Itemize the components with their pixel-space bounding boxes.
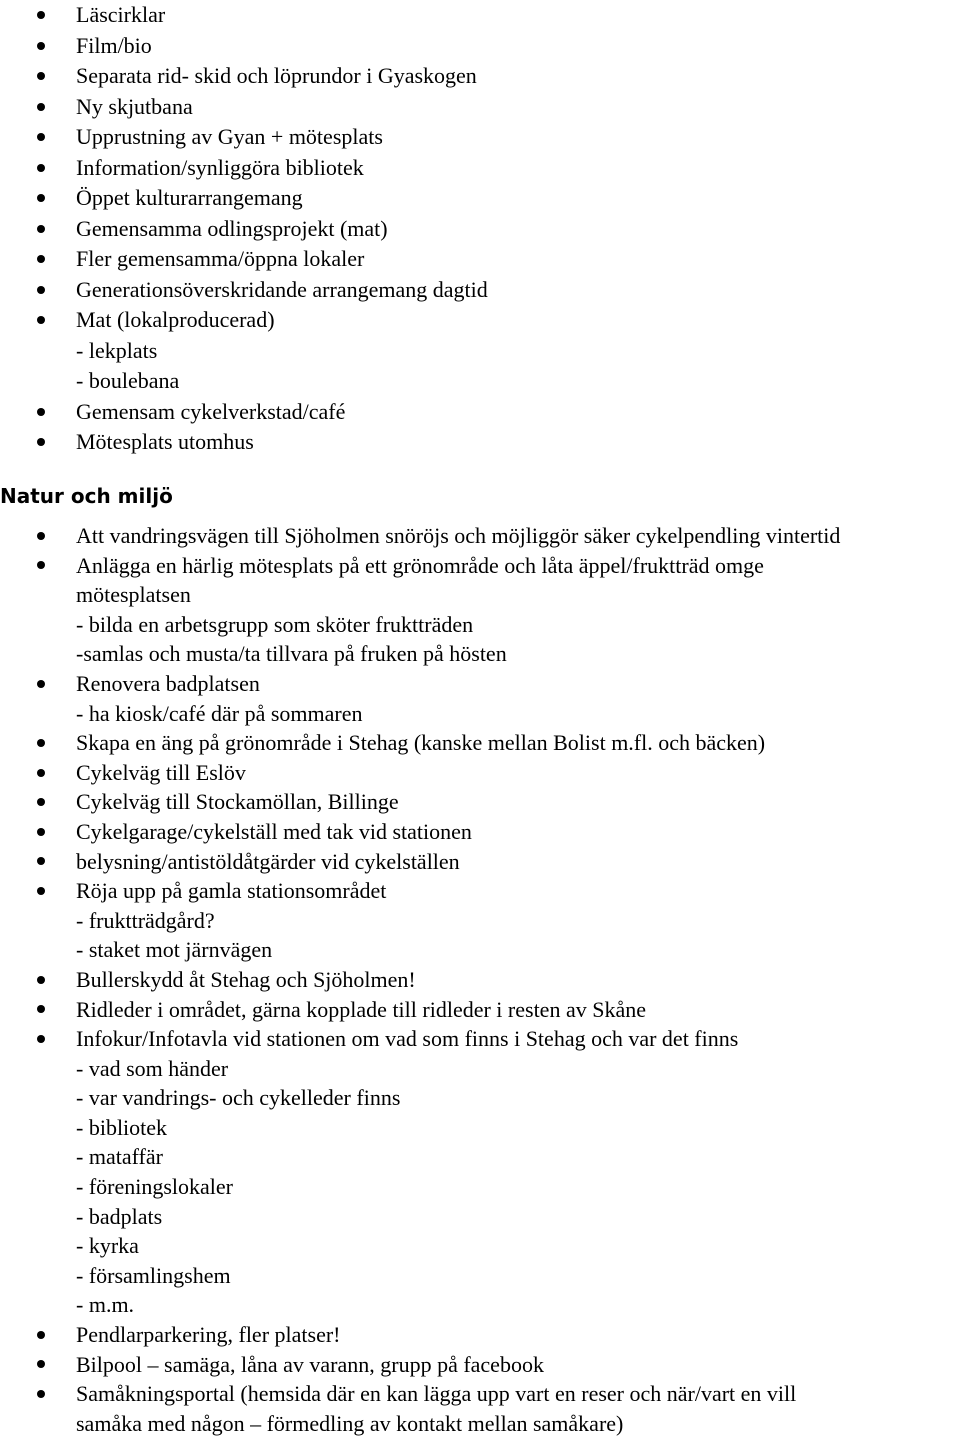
bullet-icon [37,103,45,111]
list-item [0,965,960,995]
item-subline: - mataffär [76,1144,163,1170]
item-subline: - ha kiosk/café där på sommaren [76,700,363,726]
list-item [0,817,960,847]
list-item [0,995,960,1025]
bullet-icon [37,286,45,294]
item-subline: - vad som händer [76,1055,229,1081]
item-text: Bilpool – samäga, låna av varann, grupp på facebook [76,1351,544,1377]
bullet-icon [37,1390,45,1398]
list-item [0,31,960,62]
bullet-icon [37,561,45,569]
list-item [0,244,960,275]
bullet-icon [37,225,45,233]
item-text: Gemensam cykelverkstad/café [76,398,346,424]
bullet-icon [37,11,45,19]
item-text: Röja upp på gamla stationsområdet [76,878,387,904]
item-text: Generationsöverskridande arrangemang dagtid [76,276,488,302]
list-item [0,0,960,31]
bullet-icon [37,255,45,263]
item-subline: -samlas och musta/ta tillvara på fruken på hösten [76,641,507,667]
list-item [0,521,960,551]
list-item [0,397,960,428]
item-text: Ridleder i området, gärna kopplade till ridleder i resten av Skåne [76,996,646,1022]
item-subline: - församlingshem [76,1262,231,1288]
list-item [0,1350,960,1380]
item-text: Pendlarparkering, fler platser! [76,1322,341,1348]
item-text: belysning/antistöldåtgärder vid cykelställen [76,848,460,874]
item-text: Bullerskydd åt Stehag och Sjöholmen! [76,966,416,992]
bullet-icon [37,828,45,836]
item-text: Att vandringsvägen till Sjöholmen snöröjs och möjliggör säker cykelpendling vintertid [76,523,841,548]
list-item [0,183,960,214]
item-subline: - lekplats [76,337,158,363]
item-text: Mötesplats utomhus [76,429,254,454]
list-item [0,551,960,669]
list-item [0,214,960,245]
item-text: Film/bio [76,32,152,58]
item-subline: - kyrka [76,1233,139,1259]
item-text: Öppet kulturarrangemang [76,185,303,210]
bullet-icon [37,408,45,416]
section-heading: Natur och miljö [0,484,173,508]
list-item [0,427,960,458]
list-item [0,1320,960,1350]
item-subline: - badplats [76,1203,163,1229]
item-text: Cykelväg till Eslöv [76,759,246,785]
list-item [0,1379,960,1438]
list-item [0,122,960,153]
item-text: Separata rid- skid och löprundor i Gyaskogen [76,63,477,88]
list-item [0,876,960,965]
item-text: Anlägga en härlig mötesplats på ett grönområde och låta äppel/fruktträd omge [76,552,764,578]
item-text: Infokur/Infotavla vid stationen om vad som finns i Stehag och var det finns [76,1026,739,1052]
bullet-icon [37,976,45,984]
bullet-icon [37,1035,45,1043]
item-subline: - bibliotek [76,1114,168,1140]
bullet-icon [37,857,45,865]
list-item [0,758,960,788]
bullet-icon [37,1360,45,1368]
bullet-icon [37,133,45,141]
item-text: Skapa en äng på grönområde i Stehag (kanske mellan Bolist m.fl. och bäcken) [76,730,766,756]
bullet-icon [37,42,45,50]
item-subline: - m.m. [76,1292,135,1318]
item-text: Information/synliggöra bibliotek [76,154,364,180]
item-text: Ny skjutbana [76,93,193,119]
activities-list [0,0,960,458]
bullet-icon [37,316,45,324]
bullet-icon [37,532,45,540]
list-item [0,275,960,306]
bullet-icon [37,72,45,80]
bullet-icon [37,194,45,202]
bullet-icon [37,438,45,446]
bullet-icon [37,739,45,747]
list-item [0,1024,960,1320]
item-subline: - boulebana [76,368,180,393]
list-item [0,669,960,728]
item-text: Cykelväg till Stockamöllan, Billinge [76,789,399,815]
item-text: Fler gemensamma/öppna lokaler [76,246,365,271]
list-item [0,305,960,397]
bullet-icon [37,1005,45,1013]
list-item [0,61,960,92]
item-subline: - staket mot järnvägen [76,937,273,963]
item-text: Samåkningsportal (hemsida där en kan lägga upp vart en reser och när/vart en vill [76,1381,797,1407]
list-item [0,847,960,877]
list-item [0,728,960,758]
list-item [0,153,960,184]
item-text: Gemensamma odlingsprojekt (mat) [76,215,388,241]
list-item [0,92,960,123]
bullet-icon [37,1331,45,1339]
item-subline: samåka med någon – förmedling av kontakt mellan samåkare) [76,1410,624,1436]
bullet-icon [37,769,45,777]
bullet-icon [37,798,45,806]
nature-environment-list [0,521,960,1438]
item-text: Upprustning av Gyan + mötesplats [76,124,383,149]
bullet-icon [37,164,45,172]
item-subline: - bilda en arbetsgrupp som sköter fruktträden [76,611,474,637]
item-text: Renovera badplatsen [76,670,260,696]
item-subline: - föreningslokaler [76,1174,233,1200]
item-text: Läscirklar [76,2,166,27]
list-item [0,787,960,817]
item-subline: - var vandrings- och cykelleder finns [76,1085,401,1111]
bullet-icon [37,887,45,895]
bullet-icon [37,680,45,688]
item-text: Mat (lokalproducerad) [76,307,275,332]
item-text: Cykelgarage/cykelställ med tak vid stationen [76,818,472,844]
item-subline: mötesplatsen [76,582,191,608]
item-subline: - fruktträdgård? [76,907,215,933]
